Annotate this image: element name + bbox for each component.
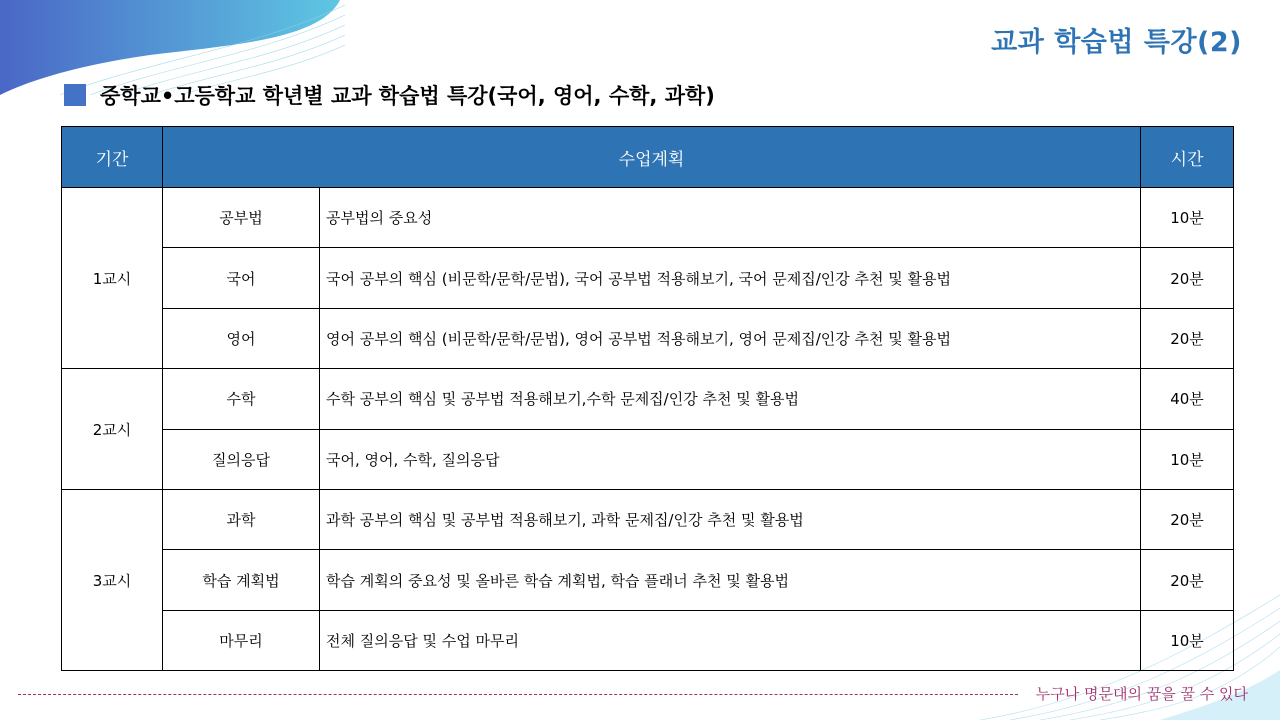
time-cell: 40분 <box>1141 369 1234 429</box>
plan-cell: 공부법의 중요성 <box>320 188 1141 248</box>
time-cell: 10분 <box>1141 188 1234 248</box>
subject-cell: 학습 계획법 <box>163 550 320 610</box>
table-row <box>62 610 1234 670</box>
subtitle: 중학교•고등학교 학년별 교과 학습법 특강(국어, 영어, 수학, 과학) <box>100 84 715 108</box>
table-row <box>62 308 1234 368</box>
slide-title: 교과 학습법 특강(2) <box>991 27 1242 58</box>
plan-cell: 수학 공부의 핵심 및 공부법 적용해보기,수학 문제집/인강 추천 및 활용법 <box>320 369 1141 429</box>
time-cell: 10분 <box>1141 610 1234 670</box>
plan-cell: 전체 질의응답 및 수업 마무리 <box>320 610 1141 670</box>
plan-cell: 과학 공부의 핵심 및 공부법 적용해보기, 과학 문제집/인강 추천 및 활용법 <box>320 489 1141 549</box>
time-cell: 20분 <box>1141 308 1234 368</box>
plan-cell: 학습 계획의 중요성 및 올바른 학습 계획법, 학습 플래너 추천 및 활용법 <box>320 550 1141 610</box>
table-row <box>62 248 1234 308</box>
subject-cell: 국어 <box>163 248 320 308</box>
footer-divider <box>18 694 1018 695</box>
lesson-plan-table <box>61 126 1234 671</box>
table-row <box>62 429 1234 489</box>
subject-cell: 과학 <box>163 489 320 549</box>
subject-cell: 마무리 <box>163 610 320 670</box>
subject-cell: 공부법 <box>163 188 320 248</box>
plan-cell: 영어 공부의 핵심 (비문학/문학/문법), 영어 공부법 적용해보기, 영어 문제집/인강 추천 및 활용법 <box>320 308 1141 368</box>
plan-cell: 국어, 영어, 수학, 질의응답 <box>320 429 1141 489</box>
footer-slogan: 누구나 명문대의 꿈을 꿀 수 있다 <box>1035 685 1248 703</box>
period-cell: 1교시 <box>62 188 163 369</box>
time-cell: 20분 <box>1141 489 1234 549</box>
subtitle-bullet-square <box>64 84 86 106</box>
subject-cell: 질의응답 <box>163 429 320 489</box>
table-row <box>62 369 1234 429</box>
subject-cell: 수학 <box>163 369 320 429</box>
time-cell: 20분 <box>1141 248 1234 308</box>
header-period: 기간 <box>62 127 163 188</box>
period-cell: 2교시 <box>62 369 163 490</box>
table-header-row <box>62 127 1234 188</box>
table-row <box>62 489 1234 549</box>
time-cell: 20분 <box>1141 550 1234 610</box>
plan-cell: 국어 공부의 핵심 (비문학/문학/문법), 국어 공부법 적용해보기, 국어 문제집/인강 추천 및 활용법 <box>320 248 1141 308</box>
table-row <box>62 550 1234 610</box>
period-cell: 3교시 <box>62 489 163 670</box>
time-cell: 10분 <box>1141 429 1234 489</box>
table-row <box>62 188 1234 248</box>
header-plan: 수업계획 <box>163 127 1141 188</box>
subject-cell: 영어 <box>163 308 320 368</box>
subtitle-row <box>64 80 715 110</box>
header-time: 시간 <box>1141 127 1234 188</box>
